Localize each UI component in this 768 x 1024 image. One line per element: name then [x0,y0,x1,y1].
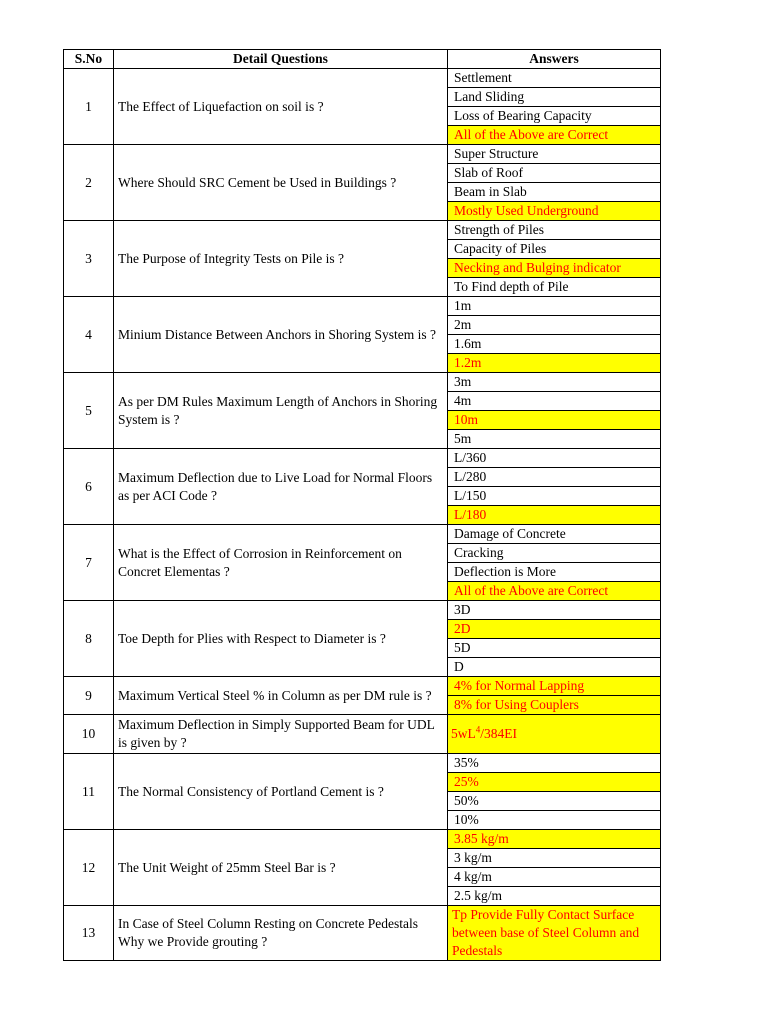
answer-option: Settlement [448,69,661,88]
formula-exponent: 4 [475,724,481,735]
answer-correct: Tp Provide Fully Contact Surface between base of Steel Column and Pedestals [448,906,661,961]
table-row [64,906,661,961]
answer-option: 50% [448,792,661,811]
table-body [64,69,661,961]
answer-option: 10% [448,811,661,830]
row-sno: 4 [64,297,114,373]
answer-correct: L/180 [448,506,661,525]
qa-table [63,49,661,961]
formula-part: 5wL [451,726,476,741]
header-sno: S.No [64,50,114,69]
table-row [64,715,661,754]
row-sno: 7 [64,525,114,601]
answer-option: L/360 [448,449,661,468]
answer-option: Beam in Slab [448,183,661,202]
answer-option: Deflection is More [448,563,661,582]
answer-correct: Mostly Used Underground [448,202,661,221]
row-sno: 5 [64,373,114,449]
row-sno: 11 [64,754,114,830]
formula-part: /384EI [480,726,517,741]
answer-option: Slab of Roof [448,164,661,183]
header-answers: Answers [448,50,661,69]
row-sno: 13 [64,906,114,961]
row-sno: 3 [64,221,114,297]
answer-option: Strength of Piles [448,221,661,240]
answer-option: Capacity of Piles [448,240,661,259]
row-question: Maximum Deflection in Simply Supported Beam for UDL is given by ? [114,715,448,754]
row-sno: 1 [64,69,114,145]
answer-option: 2.5 kg/m [448,887,661,906]
table-row [64,525,661,544]
answer-option: 1m [448,297,661,316]
answer-option: L/280 [448,468,661,487]
answer-correct: All of the Above are Correct [448,582,661,601]
answer-option: L/150 [448,487,661,506]
table-row [64,449,661,468]
answer-option: Damage of Concrete [448,525,661,544]
answer-correct: All of the Above are Correct [448,126,661,145]
row-sno: 9 [64,677,114,715]
table-row [64,373,661,392]
row-question: Minium Distance Between Anchors in Shoring System is ? [114,297,448,373]
answer-correct: Necking and Bulging indicator [448,259,661,278]
answer-option: Loss of Bearing Capacity [448,107,661,126]
row-question: Maximum Vertical Steel % in Column as per DM rule is ? [114,677,448,715]
header-row [64,50,661,69]
row-question: The Normal Consistency of Portland Cement is ? [114,754,448,830]
answer-correct [448,715,661,754]
row-question: Maximum Deflection due to Live Load for Normal Floors as per ACI Code ? [114,449,448,525]
row-question: As per DM Rules Maximum Length of Anchors in Shoring System is ? [114,373,448,449]
row-sno: 10 [64,715,114,754]
answer-option: 4 kg/m [448,868,661,887]
answer-correct: 2D [448,620,661,639]
table-row [64,601,661,620]
answer-option: To Find depth of Pile [448,278,661,297]
row-question: The Unit Weight of 25mm Steel Bar is ? [114,830,448,906]
row-question: The Purpose of Integrity Tests on Pile is ? [114,221,448,297]
answer-option: 4m [448,392,661,411]
row-sno: 12 [64,830,114,906]
answer-correct: 1.2m [448,354,661,373]
answer-option: Land Sliding [448,88,661,107]
table-row [64,145,661,164]
answer-correct: 4% for Normal Lapping [448,677,661,696]
answer-option: 3m [448,373,661,392]
answer-correct: 3.85 kg/m [448,830,661,849]
row-question: Where Should SRC Cement be Used in Buildings ? [114,145,448,221]
row-sno: 2 [64,145,114,221]
table-row [64,677,661,696]
row-sno: 6 [64,449,114,525]
row-sno: 8 [64,601,114,677]
answer-option: 3D [448,601,661,620]
answer-option: Super Structure [448,145,661,164]
table-row [64,69,661,88]
header-question: Detail Questions [114,50,448,69]
answer-option: D [448,658,661,677]
answer-option: 35% [448,754,661,773]
answer-correct: 25% [448,773,661,792]
table-row [64,221,661,240]
answer-option: 3 kg/m [448,849,661,868]
table-row [64,830,661,849]
row-question: In Case of Steel Column Resting on Concrete Pedestals Why we Provide grouting ? [114,906,448,961]
row-question: The Effect of Liquefaction on soil is ? [114,69,448,145]
row-question: What is the Effect of Corrosion in Reinforcement on Concret Elementas ? [114,525,448,601]
answer-option: Cracking [448,544,661,563]
answer-option: 1.6m [448,335,661,354]
answer-option: 2m [448,316,661,335]
answer-correct: 10m [448,411,661,430]
row-question: Toe Depth for Plies with Respect to Diameter is ? [114,601,448,677]
table-row [64,754,661,773]
table-row [64,297,661,316]
answer-option: 5D [448,639,661,658]
answer-correct: 8% for Using Couplers [448,696,661,715]
answer-option: 5m [448,430,661,449]
